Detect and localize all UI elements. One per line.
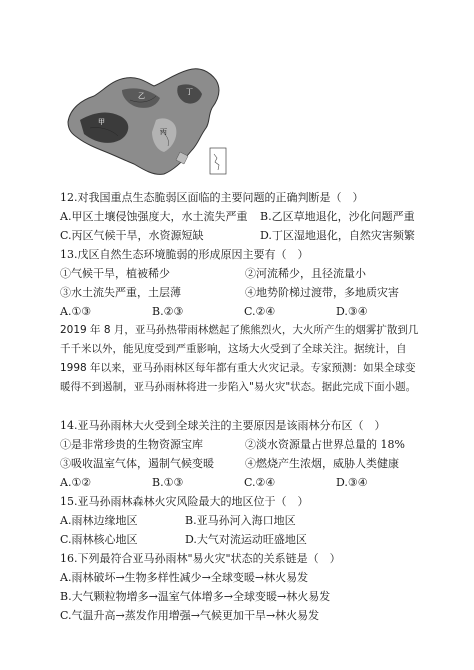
- question-12-options-row-1: [60, 210, 430, 224]
- question-14-statement-3: ③吸收温室气体，遏制气候变暖: [60, 457, 214, 470]
- question-14-stem: 14.亚马孙雨林大火受到全球关注的主要原因是该雨林分布区（ ）: [60, 419, 386, 432]
- question-16-option-a[interactable]: A.雨林破坏→生物多样性减少→全球变暖→林火易发: [60, 571, 309, 584]
- question-14-option-b[interactable]: B.①③: [152, 476, 184, 489]
- question-12-options-row-2: [60, 229, 430, 243]
- question-16-option-b[interactable]: B.大气颗粒物增多→温室气体增多→全球变暖→林火易发: [60, 590, 331, 603]
- reading-passage: 2019 年 8 月，亚马孙热带雨林燃起了熊熊烈火，大火所产生的烟雾扩散到几千千米以外，能见度受到严重影响，这场大火受到了全球关注。据统计，自 1998 年以来，亚马孙雨林区每年都有重大火灾记录。专家预测：如果全球变暖得不到遏制，亚马孙雨林将进一步陷入"易火灾"状态。据此完成下面小题。: [60, 324, 419, 393]
- question-13-options-row: [60, 305, 430, 319]
- question-12-option-b[interactable]: B.乙区草地退化，沙化问题严重: [260, 210, 415, 223]
- question-13-statement-3: ③水土流失严重，土层薄: [60, 286, 181, 299]
- question-16-option-c[interactable]: C.气温升高→蒸发作用增强→气候更加干旱→林火易发: [60, 609, 320, 622]
- question-15-options-row-2: [60, 533, 430, 547]
- question-15-option-c[interactable]: C.雨林核心地区: [60, 533, 138, 546]
- question-14-option-d[interactable]: D.③④: [336, 476, 368, 489]
- map-label-bing: 丙: [160, 128, 167, 136]
- question-15-option-b[interactable]: B.亚马孙河入海口地区: [185, 514, 296, 527]
- question-13-option-d[interactable]: D.③④: [336, 305, 368, 318]
- question-13-statement-2: ②河流稀少，且径流量小: [245, 267, 366, 280]
- question-13-statement-4: ④地势阶梯过渡带，多地质灾害: [245, 286, 399, 299]
- question-12-option-a[interactable]: A.甲区土壤侵蚀强度大，水土流失严重: [60, 210, 248, 223]
- question-12-option-c[interactable]: C.丙区气候干旱，水资源短缺: [60, 229, 204, 242]
- question-14-statement-2: ②淡水资源量占世界总量的 18%: [245, 438, 405, 451]
- question-15-option-d[interactable]: D.大气对流运动旺盛地区: [185, 533, 307, 546]
- question-15-options-row-1: [60, 514, 430, 528]
- question-13-option-a[interactable]: A.①③: [60, 305, 92, 318]
- question-13-statements-row-1: [60, 267, 430, 281]
- question-15-option-a[interactable]: A.雨林边缘地区: [60, 514, 138, 527]
- question-12-stem: 12.对我国重点生态脆弱区面临的主要问题的正确判断是（ ）: [60, 191, 364, 204]
- question-13-option-c[interactable]: C.②④: [244, 305, 276, 318]
- question-14-option-a[interactable]: A.①②: [60, 476, 92, 489]
- map-label-yi: 乙: [138, 92, 145, 100]
- question-13-statements-row-2: [60, 286, 430, 300]
- question-16-stem: 16.下列最符合亚马孙雨林"易火灾"状态的关系链是（ ）: [60, 552, 341, 565]
- question-12-option-d[interactable]: D.丁区湿地退化，自然灾害频繁: [260, 229, 415, 242]
- question-14-statements-row-2: [60, 457, 430, 471]
- question-14-statements-row-1: [60, 438, 430, 452]
- question-13-stem: 13.戊区自然生态环境脆弱的形成原因主要有（ ）: [60, 248, 309, 261]
- question-14-statement-1: ①是非常珍贵的生物资源宝库: [60, 438, 203, 451]
- china-ecological-zones-map: [60, 60, 235, 180]
- question-13-statement-1: ①气候干旱，植被稀少: [60, 267, 170, 280]
- question-14-option-c[interactable]: C.②④: [244, 476, 276, 489]
- south-china-sea-inset: [210, 148, 226, 174]
- question-15-stem: 15.亚马孙雨林森林火灾风险最大的地区位于（ ）: [60, 495, 309, 508]
- question-14-options-row: [60, 476, 430, 490]
- map-label-ding: 丁: [186, 88, 193, 96]
- question-13-option-b[interactable]: B.②③: [152, 305, 184, 318]
- question-14-statement-4: ④燃烧产生浓烟，威胁人类健康: [245, 457, 399, 470]
- map-label-jia: 甲: [98, 118, 105, 126]
